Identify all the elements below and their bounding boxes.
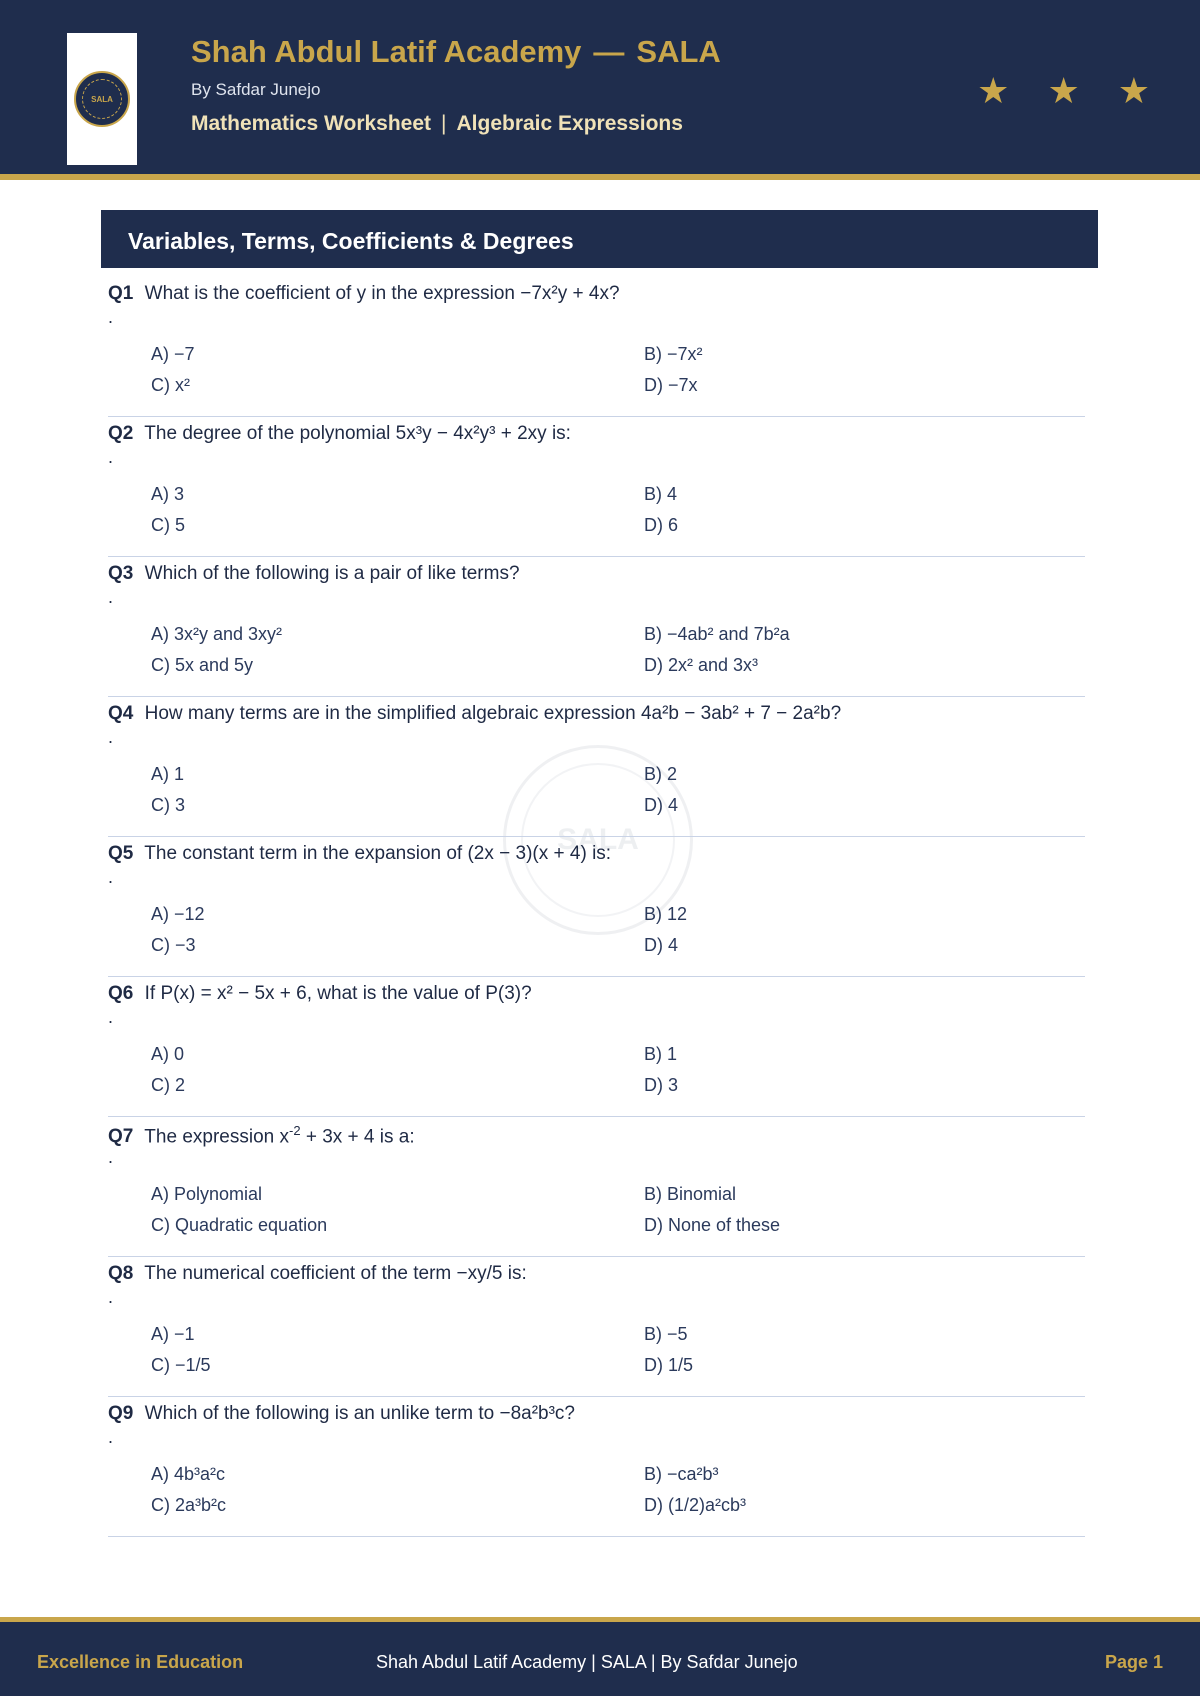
answer-dot: . [108, 1147, 114, 1167]
watermark-text: SALA [521, 763, 675, 917]
answer-dot: . [108, 1287, 114, 1307]
question-prompt: Which of the following is a pair of like terms? [144, 563, 520, 584]
option-d: D) 2x² and 3x³ [644, 655, 759, 675]
question-number: Q1 [108, 283, 134, 304]
question-item [108, 277, 1085, 417]
option-d: D) 3 [644, 1075, 679, 1095]
question-item [108, 417, 1085, 557]
subtitle-separator: | [441, 112, 447, 135]
option-b: B) 1 [644, 1044, 678, 1064]
question-number: Q2 [108, 423, 134, 444]
option-b: B) −ca²b³ [644, 1464, 719, 1484]
footer-motto: Excellence in Education [37, 1652, 244, 1672]
option-a: A) 4b³a²c [151, 1464, 226, 1484]
question-number: Q9 [108, 1403, 134, 1424]
question-prompt: The constant term in the expansion of (2x − 3)(x + 4) is: [144, 843, 612, 864]
option-a: A) −12 [151, 904, 205, 924]
star-icons: ★ ★ ★ [977, 70, 1164, 111]
question-item [108, 1257, 1085, 1397]
question-number: Q8 [108, 1263, 134, 1284]
question-item [108, 557, 1085, 697]
answer-dot: . [108, 1427, 114, 1447]
option-c: C) 5 [151, 515, 186, 535]
option-b: B) 2 [644, 764, 678, 784]
question-text [108, 843, 611, 865]
answer-dot: . [108, 1007, 114, 1027]
option-c: C) −1/5 [151, 1355, 211, 1375]
option-d: D) 4 [644, 795, 679, 815]
question-number: Q4 [108, 703, 134, 724]
academy-logo [67, 33, 137, 165]
option-b: B) −4ab² and 7b²a [644, 624, 790, 644]
question-prompt: The degree of the polynomial 5x³y − 4x²y³ + 2xy is: [144, 423, 571, 444]
question-prompt: How many terms are in the simplified algebraic expression 4a²b − 3ab² + 7 − 2a²b? [144, 703, 842, 724]
question-prompt-end: + 3x + 4 is a: [300, 1126, 415, 1148]
author-line: By Safdar Junejo [191, 80, 321, 99]
question-item [108, 697, 1085, 837]
question-number: Q3 [108, 563, 134, 584]
footer-center: Shah Abdul Latif Academy | SALA | By Safdar Junejo [376, 1652, 798, 1672]
question-text [108, 283, 620, 305]
option-b: B) −5 [644, 1324, 688, 1344]
option-c: C) 2 [151, 1075, 186, 1095]
answer-dot: . [108, 727, 114, 747]
option-d: D) None of these [644, 1215, 781, 1235]
option-c: C) x² [151, 375, 190, 395]
option-a: A) 3 [151, 484, 185, 504]
section-title: Variables, Terms, Coefficients & Degrees [101, 210, 1098, 268]
option-d: D) −7x [644, 375, 698, 395]
question-number: Q7 [108, 1126, 134, 1148]
question-prompt: Which of the following is an unlike term to −8a²b³c? [144, 1403, 575, 1424]
question-prompt: What is the coefficient of y in the expression −7x²y + 4x? [144, 283, 620, 304]
worksheet-subtitle [191, 112, 683, 136]
question-text [108, 1403, 575, 1425]
question-prompt-start: The expression x [144, 1126, 289, 1148]
option-a: A) −7 [151, 344, 195, 364]
academy-name: Shah Abdul Latif Academy [191, 34, 582, 69]
question-text [108, 1263, 527, 1285]
question-item [108, 1117, 1085, 1257]
question-number: Q6 [108, 983, 134, 1004]
question-prompt: If P(x) = x² − 5x + 6, what is the value of P(3)? [144, 983, 532, 1004]
question-text [108, 423, 571, 445]
option-a: A) Polynomial [151, 1184, 263, 1204]
option-b: B) −7x² [644, 344, 703, 364]
question-number: Q5 [108, 843, 134, 864]
option-d: D) 1/5 [644, 1355, 694, 1375]
option-a: A) 3x²y and 3xy² [151, 624, 283, 644]
question-text [108, 983, 532, 1005]
option-a: A) 1 [151, 764, 185, 784]
answer-dot: . [108, 447, 114, 467]
question-text [108, 1123, 415, 1148]
option-c: C) 3 [151, 795, 186, 815]
answer-dot: . [108, 867, 114, 887]
question-item [108, 977, 1085, 1117]
option-c: C) Quadratic equation [151, 1215, 328, 1235]
question-item [108, 1397, 1085, 1537]
option-b: B) 4 [644, 484, 678, 504]
option-d: D) (1/2)a²cb³ [644, 1495, 747, 1515]
title-dash: — [593, 34, 625, 69]
option-c: C) −3 [151, 935, 196, 955]
question-prompt: The numerical coefficient of the term −xy/5 is: [144, 1263, 527, 1284]
option-d: D) 6 [644, 515, 679, 535]
option-c: C) 2a³b²c [151, 1495, 227, 1515]
academy-title [191, 34, 721, 70]
question-list [108, 277, 1085, 1537]
option-b: B) Binomial [644, 1184, 737, 1204]
academy-abbr: SALA [636, 34, 721, 69]
question-item [108, 837, 1085, 977]
question-text [108, 563, 520, 585]
seal-icon [74, 71, 130, 127]
exponent: -2 [288, 1123, 301, 1138]
page-footer [0, 1617, 1200, 1696]
answer-dot: . [108, 587, 114, 607]
option-a: A) 0 [151, 1044, 185, 1064]
option-c: C) 5x and 5y [151, 655, 254, 675]
page-header [0, 0, 1200, 180]
page-number: Page 1 [1104, 1652, 1163, 1672]
answer-dot: . [108, 307, 114, 327]
logo-text: SALA [82, 79, 122, 119]
option-b: B) 12 [644, 904, 688, 924]
question-text [108, 703, 841, 725]
option-d: D) 4 [644, 935, 679, 955]
option-a: A) −1 [151, 1324, 195, 1344]
subject-label: Mathematics Worksheet [191, 112, 432, 135]
topic-label: Algebraic Expressions [456, 112, 683, 135]
